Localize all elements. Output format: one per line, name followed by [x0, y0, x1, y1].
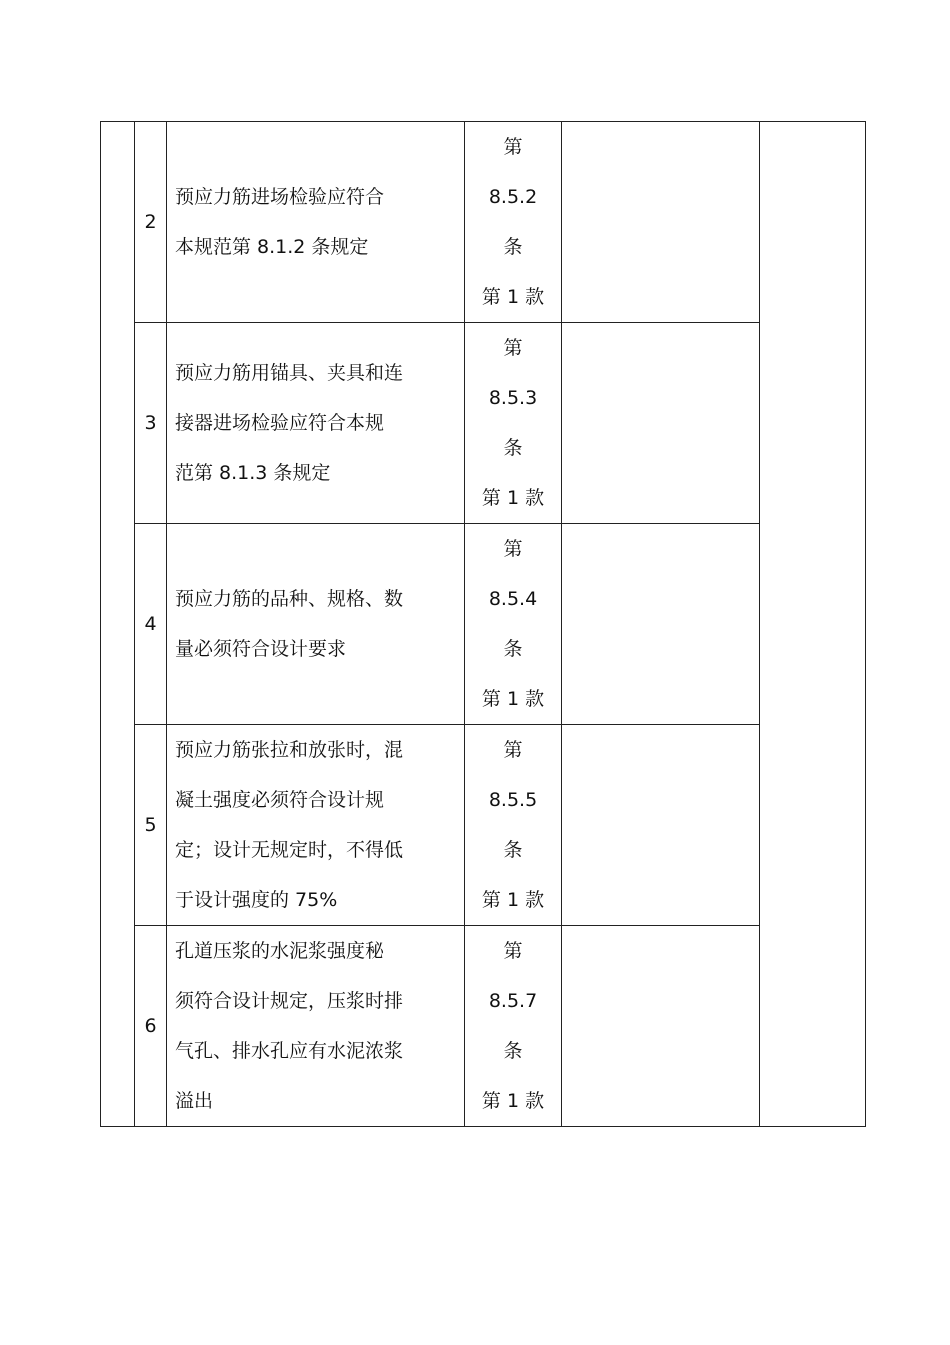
clause-reference [465, 926, 562, 1127]
clause-line: 第 1 款 [481, 688, 545, 710]
inspection-record-cell[interactable] [562, 524, 760, 725]
clause-line: 条 [503, 839, 523, 861]
clause-line: 8.5.4 [488, 588, 538, 610]
inspection-record-cell[interactable] [562, 725, 760, 926]
inspection-record-cell[interactable] [562, 926, 760, 1127]
item-description [167, 323, 465, 524]
description-line: 须符合设计规定，压浆时排 [175, 990, 404, 1012]
clause-line: 条 [503, 1040, 523, 1062]
item-number: 5 [135, 725, 167, 926]
item-description [167, 122, 465, 323]
table-row [101, 122, 866, 323]
item-number: 3 [135, 323, 167, 524]
description-line: 接器进场检验应符合本规 [175, 412, 385, 434]
item-number: 6 [135, 926, 167, 1127]
item-description [167, 725, 465, 926]
clause-reference [465, 725, 562, 926]
clause-reference [465, 323, 562, 524]
clause-line: 第 [503, 739, 523, 761]
description-line: 定；设计无规定时，不得低 [175, 839, 404, 861]
description-line: 预应力筋张拉和放张时，混 [175, 739, 404, 761]
clause-line: 第 [503, 337, 523, 359]
inspection-record-cell[interactable] [562, 323, 760, 524]
table-row [101, 524, 866, 725]
description-line: 范第 8.1.3 条规定 [175, 462, 331, 484]
description-line: 于设计强度的 75% [175, 889, 338, 911]
item-number: 2 [135, 122, 167, 323]
inspection-table [100, 121, 866, 1127]
clause-line: 第 [503, 940, 523, 962]
table-row [101, 926, 866, 1127]
clause-line: 8.5.3 [488, 387, 538, 409]
description-line: 本规范第 8.1.2 条规定 [175, 236, 369, 258]
description-line: 气孔、排水孔应有水泥浓浆 [175, 1040, 404, 1062]
clause-line: 条 [503, 437, 523, 459]
clause-line: 第 1 款 [481, 286, 545, 308]
clause-reference [465, 524, 562, 725]
description-line: 溢出 [175, 1090, 214, 1112]
category-cell [101, 122, 135, 1127]
clause-line: 条 [503, 638, 523, 660]
description-line: 凝土强度必须符合设计规 [175, 789, 385, 811]
table-row [101, 725, 866, 926]
clause-reference [465, 122, 562, 323]
description-line: 预应力筋进场检验应符合 [175, 186, 385, 208]
description-line: 预应力筋用锚具、夹具和连 [175, 362, 404, 384]
item-number: 4 [135, 524, 167, 725]
clause-line: 第 1 款 [481, 487, 545, 509]
clause-line: 第 [503, 538, 523, 560]
clause-line: 第 1 款 [481, 1090, 545, 1112]
clause-line: 第 1 款 [481, 889, 545, 911]
item-description [167, 524, 465, 725]
item-description [167, 926, 465, 1127]
clause-line: 条 [503, 236, 523, 258]
description-line: 孔道压浆的水泥浆强度秘 [175, 940, 385, 962]
result-cell[interactable] [760, 122, 866, 1127]
clause-line: 8.5.2 [488, 186, 538, 208]
clause-line: 第 [503, 136, 523, 158]
description-line: 预应力筋的品种、规格、数 [175, 588, 404, 610]
description-line: 量必须符合设计要求 [175, 638, 347, 660]
clause-line: 8.5.5 [488, 789, 538, 811]
clause-line: 8.5.7 [488, 990, 538, 1012]
inspection-record-cell[interactable] [562, 122, 760, 323]
table-row [101, 323, 866, 524]
